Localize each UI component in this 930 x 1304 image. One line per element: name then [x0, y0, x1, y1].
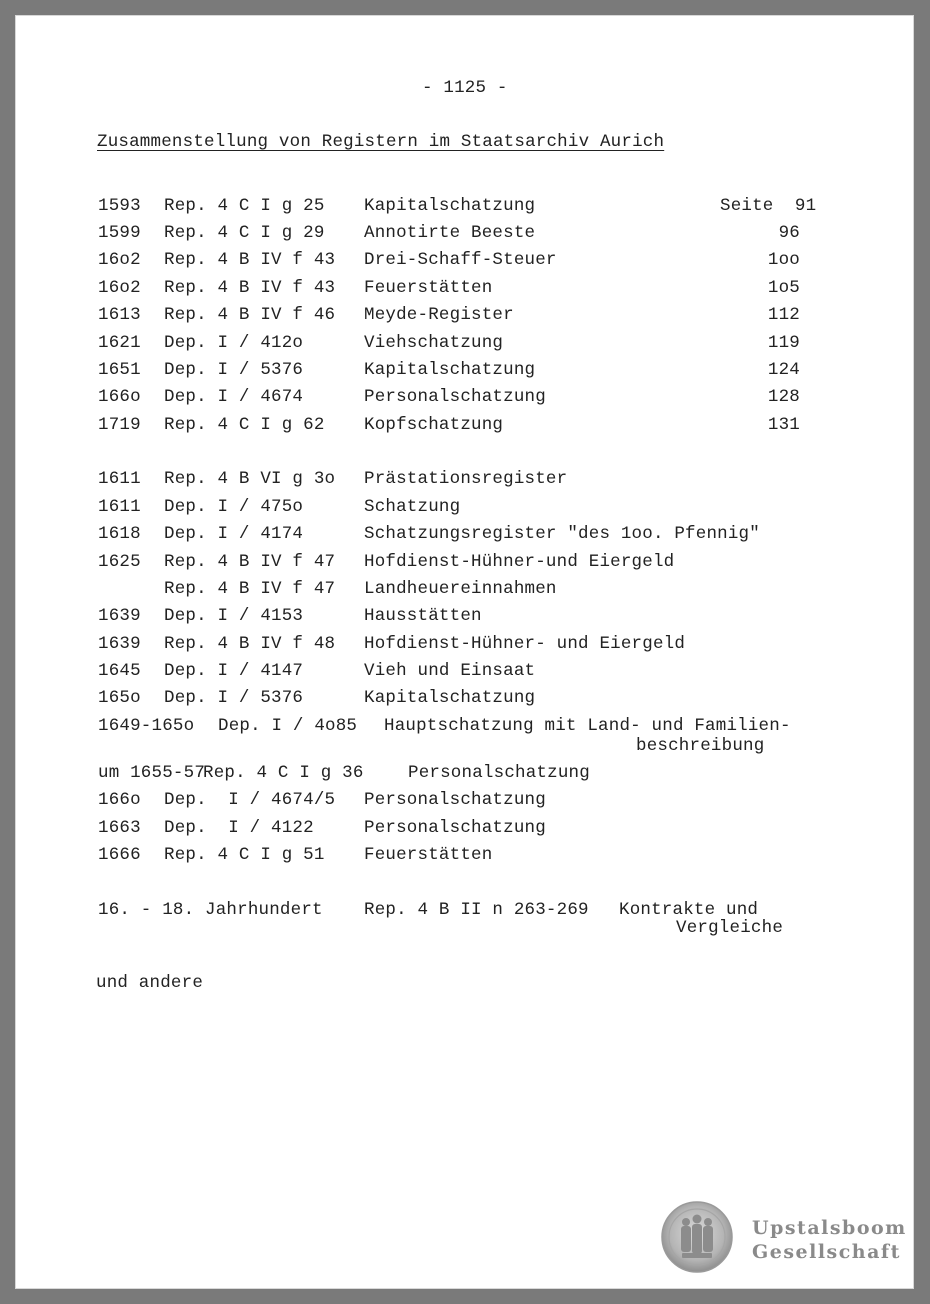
register-subject: Personalschatzung — [364, 818, 546, 838]
register-subject-continuation: Vergleiche — [676, 918, 784, 938]
register-subject: Hofdienst-Hühner-und Eiergeld — [364, 552, 675, 572]
register-reference: Dep. I / 475o — [164, 497, 304, 517]
register-subject: Personalschatzung — [408, 763, 590, 783]
register-year: 1625 — [98, 552, 141, 572]
register-year: 1621 — [98, 333, 141, 353]
register-row — [0, 524, 930, 546]
register-row — [0, 900, 930, 922]
register-row — [0, 790, 930, 812]
register-subject: Hauptschatzung mit Land- und Familien- — [384, 716, 791, 736]
register-row — [0, 415, 930, 437]
register-page: Seite 91 — [720, 196, 817, 216]
register-page: 96 — [778, 223, 800, 243]
register-reference: Dep. I / 5376 — [164, 360, 304, 380]
register-row — [0, 278, 930, 300]
register-year: 165o — [98, 688, 141, 708]
register-subject: Annotirte Beeste — [364, 223, 536, 243]
register-page: 1oo — [767, 250, 800, 270]
register-row — [0, 360, 930, 382]
register-subject: Personalschatzung — [364, 387, 546, 407]
register-subject: Drei-Schaff-Steuer — [364, 250, 557, 270]
register-page: 112 — [767, 305, 800, 325]
register-row — [0, 552, 930, 574]
register-row — [0, 469, 930, 491]
register-year: 1651 — [98, 360, 141, 380]
register-reference: Rep. 4 C I g 62 — [164, 415, 325, 435]
register-row — [0, 688, 930, 710]
register-subject: Prästationsregister — [364, 469, 568, 489]
register-subject: Kapitalschatzung — [364, 688, 536, 708]
register-year: 166o — [98, 387, 141, 407]
register-subject-continuation: beschreibung — [636, 736, 765, 756]
register-subject: Hofdienst-Hühner- und Eiergeld — [364, 634, 686, 654]
register-year: 16o2 — [98, 250, 141, 270]
register-year: 1719 — [98, 415, 141, 435]
register-reference: Dep. I / 4147 — [164, 661, 304, 681]
register-row — [0, 579, 930, 601]
register-year: 16o2 — [98, 278, 141, 298]
register-reference: Dep. I / 4674/5 — [164, 790, 336, 810]
register-reference: Rep. 4 B IV f 47 — [164, 579, 336, 599]
register-subject: Kontrakte und — [619, 900, 759, 920]
register-page: 119 — [767, 333, 800, 353]
register-row — [0, 497, 930, 519]
register-subject: Viehschatzung — [364, 333, 504, 353]
register-year: 1649-165o — [98, 716, 195, 736]
register-reference: Dep. I / 4674 — [164, 387, 304, 407]
register-subject: Kopfschatzung — [364, 415, 504, 435]
register-row — [0, 387, 930, 409]
register-year: 1666 — [98, 845, 141, 865]
register-year: 1618 — [98, 524, 141, 544]
brand-line-1: Upstalsboom — [752, 1217, 907, 1239]
closing-note: und andere — [96, 973, 204, 993]
register-year: 1599 — [98, 223, 141, 243]
register-row — [0, 661, 930, 683]
register-year: 166o — [98, 790, 141, 810]
register-page: 131 — [767, 415, 800, 435]
register-reference: Rep. 4 B II n 263-269 — [364, 900, 589, 920]
register-year: 1613 — [98, 305, 141, 325]
register-row — [0, 818, 930, 840]
register-subject: Schatzungsregister "des 1oo. Pfennig" — [364, 524, 760, 544]
register-reference: Rep. 4 B IV f 48 — [164, 634, 336, 654]
register-reference: Dep. I / 4o85 — [218, 716, 358, 736]
register-subject: Hausstätten — [364, 606, 482, 626]
register-row — [0, 763, 930, 785]
register-row — [0, 634, 930, 656]
register-reference: Rep. 4 B IV f 46 — [164, 305, 336, 325]
register-reference: Rep. 4 C I g 36 — [203, 763, 364, 783]
register-reference: Rep. 4 B IV f 43 — [164, 250, 336, 270]
register-row — [0, 845, 930, 867]
register-row — [0, 223, 930, 245]
register-reference: Rep. 4 C I g 51 — [164, 845, 325, 865]
register-year: um 1655-57 — [98, 763, 206, 783]
register-reference: Rep. 4 C I g 25 — [164, 196, 325, 216]
register-year: 1611 — [98, 469, 141, 489]
register-subject: Vieh und Einsaat — [364, 661, 536, 681]
register-reference: Rep. 4 C I g 29 — [164, 223, 325, 243]
register-year: 1593 — [98, 196, 141, 216]
register-year: 1639 — [98, 606, 141, 626]
register-subject: Schatzung — [364, 497, 461, 517]
register-reference: Dep. I / 4174 — [164, 524, 304, 544]
register-subject: Feuerstätten — [364, 278, 493, 298]
register-reference: Rep. 4 B IV f 47 — [164, 552, 336, 572]
register-year: 1639 — [98, 634, 141, 654]
register-row — [0, 196, 930, 218]
register-year: 1611 — [98, 497, 141, 517]
register-page: 1o5 — [767, 278, 800, 298]
register-period: 16. - 18. Jahrhundert — [98, 900, 323, 920]
register-subject: Kapitalschatzung — [364, 360, 536, 380]
register-year: 1645 — [98, 661, 141, 681]
register-reference: Rep. 4 B IV f 43 — [164, 278, 336, 298]
register-page: 124 — [767, 360, 800, 380]
brand-line-2: Gesellschaft — [752, 1241, 901, 1263]
register-reference: Dep. I / 5376 — [164, 688, 304, 708]
register-subject: Landheuereinnahmen — [364, 579, 557, 599]
register-subject: Meyde-Register — [364, 305, 514, 325]
register-reference: Dep. I / 4153 — [164, 606, 304, 626]
register-subject: Feuerstätten — [364, 845, 493, 865]
register-page: 128 — [767, 387, 800, 407]
register-reference: Rep. 4 B VI g 3o — [164, 469, 336, 489]
seal-icon — [660, 1200, 734, 1274]
register-reference: Dep. I / 412o — [164, 333, 304, 353]
register-row — [0, 250, 930, 272]
register-reference: Dep. I / 4122 — [164, 818, 314, 838]
register-row — [0, 333, 930, 355]
register-row — [0, 606, 930, 628]
register-row — [0, 716, 930, 738]
register-row — [0, 305, 930, 327]
brand-wordmark — [752, 1216, 907, 1264]
document-title: Zusammenstellung von Registern im Staatsarchiv Aurich — [97, 132, 665, 152]
page-number: - 1125 - — [422, 78, 508, 98]
register-year: 1663 — [98, 818, 141, 838]
register-subject: Kapitalschatzung — [364, 196, 536, 216]
register-subject: Personalschatzung — [364, 790, 546, 810]
